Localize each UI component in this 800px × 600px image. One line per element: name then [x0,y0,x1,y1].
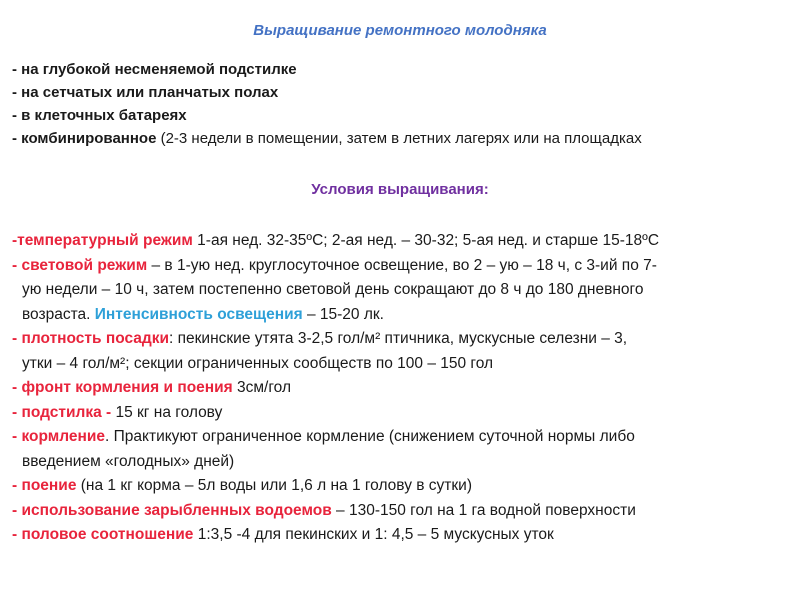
light-text-3a: возраста. [22,305,95,323]
feeding-dash: - [12,428,18,445]
conditions-list [12,229,797,548]
light-text-1: – в 1-ую нед. круглосуточное освещение, во 2 – ую – 18 ч, с 3-ий по 7- [147,256,657,274]
method-deep-litter: - на глубокой несменяемой подстилке [12,61,297,78]
conditions-title: Условия выращивания: [311,181,489,198]
condition-light-cont-1: ую недели – 10 ч, затем постепенно световой день сокращают до 8 ч до 180 дневного [22,281,644,298]
feeding-front-text: 3см/гол [232,379,291,396]
sex-ratio-label: половое соотношение [17,526,194,543]
ponds-dash: - [12,501,18,519]
condition-litter [12,401,797,426]
feeding-front-label: фронт кормления и поения [17,379,233,396]
density-text-1: : пекинские утята 3-2,5 гол/м² птичника, мускусные селезни – 3, [169,330,628,347]
condition-temperature [12,229,797,254]
sex-ratio-text: 1:3,5 -4 для пекинских и 1: 4,5 – 5 мускусных уток [193,526,554,543]
ponds-text: – 130-150 гол на 1 га водной поверхности [331,501,636,519]
method-combined-label: - комбинированное [12,130,157,147]
condition-feeding-cont: введением «голодных» дней) [22,452,235,470]
watering-label: поение [17,477,77,494]
method-cage-batteries: - в клеточных батареях [12,107,187,124]
feeding-text-1: . Практикуют ограниченное кормление (снижением суточной нормы либо [105,428,635,445]
watering-text: (на 1 кг корма – 5л воды или 1,6 л на 1 голову в сутки) [76,477,472,494]
light-text-3b: – 15-20 лк. [302,305,384,323]
condition-feeding [12,425,797,450]
light-intensity-label: Интенсивность освещения [94,305,303,323]
litter-text: 15 кг на голову [111,403,223,421]
density-label: плотность посадки [17,330,170,347]
light-dash: - [12,256,18,274]
litter-dash: - [12,403,18,421]
condition-sex-ratio [12,523,797,548]
feeding-front-dash: - [12,379,18,396]
density-dash: - [12,330,18,347]
slide-title: Выращивание ремонтного молодняка [253,22,547,39]
temperature-text: 1-ая нед. 32-35ºС; 2-ая нед. – 30-32; 5-ая нед. и старше 15-18ºС [192,232,660,249]
condition-density [12,327,797,352]
method-mesh-floors: - на сетчатых или планчатых полах [12,84,279,101]
sex-ratio-dash: - [12,526,18,543]
watering-dash: - [12,477,18,494]
condition-light-cont-2 [12,303,797,328]
litter-label: подстилка - [17,403,112,421]
condition-feeding-front [12,376,797,401]
ponds-label: использование зарыбленных водоемов [17,501,332,519]
light-label: световой режим [17,256,148,274]
condition-density-cont: утки – 4 гол/м²; секции ограниченных сообществ по 100 – 150 гол [22,354,494,372]
method-combined [12,127,792,150]
condition-ponds [12,499,797,524]
condition-light [12,254,797,279]
rearing-methods-list [12,58,792,150]
method-combined-text: (2-3 недели в помещении, затем в летних лагерях или на площадках [156,130,642,147]
condition-watering [12,474,797,499]
temperature-label: -температурный режим [12,232,193,249]
feeding-label: кормление [17,428,106,445]
